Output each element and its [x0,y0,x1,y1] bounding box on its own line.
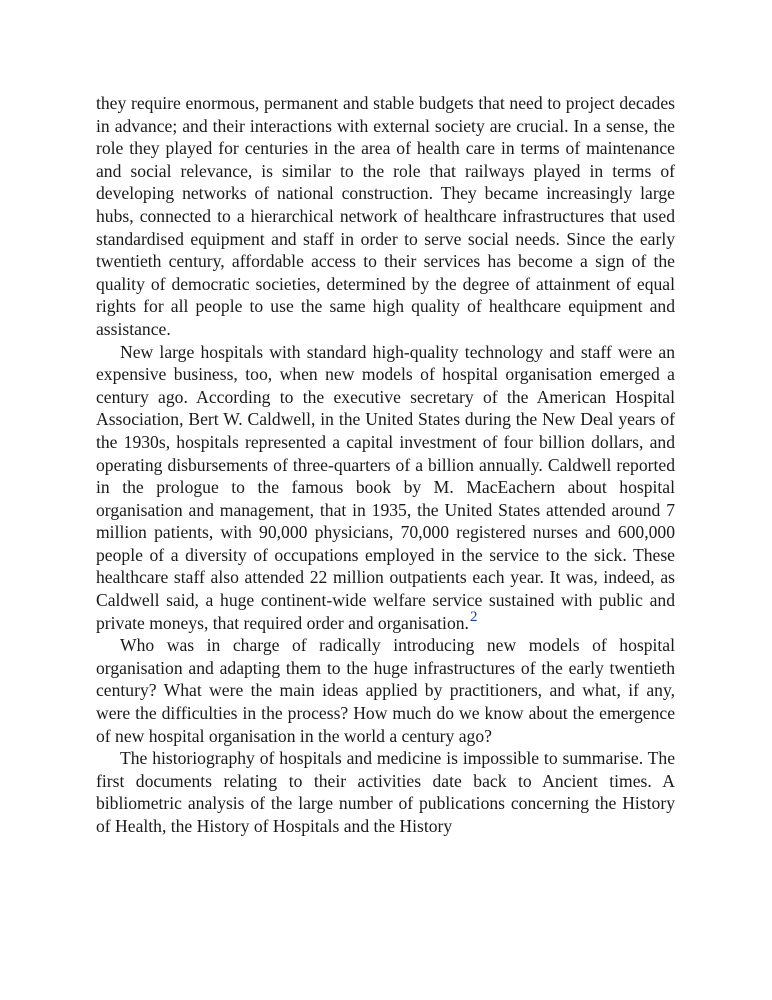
paragraph-2 [96,341,675,635]
paragraph-2-text: New large hospitals with standard high-quality technology and staff were an expensive business, too, when new models of hospital organisation emerged a century ago. According to the executive secretary of the American Hospital Association, Bert W. Caldwell, in the United States during the New Deal years of the 1930s, hospitals represented a capital investment of four billion dollars, and operating disbursements of three-quarters of a billion annually. Caldwell reported in the prologue to the famous book by M. MacEachern about hospital organisation and management, that in 1935, the United States attended around 7 million patients, with 90,000 physicians, 70,000 registered nurses and 600,000 people of a diversity of occupations employed in the service to the sick. These healthcare staff also attended 22 million outpatients each year. It was, indeed, as Caldwell said, a huge continent-wide welfare service sustained with public and private moneys, that required order and organisation. [96,341,675,633]
paragraph-3: Who was in charge of radically introducing new models of hospital organisation and adapting them to the huge infrastructures of the early twentieth century? What were the main ideas applied by practitioners, and what, if any, were the difficulties in the process? How much do we know about the emergence of new hospital organisation in the world a century ago? [96,635,675,746]
paragraph-4: The historiography of hospitals and medicine is impossible to summarise. The first documents relating to their activities date back to Ancient times. A bibliometric analysis of the large number of publications concerning the History of Health, the History of Hospitals and the History [96,748,675,836]
paragraph-1: they require enormous, permanent and stable budgets that need to project decades in advance; and their interactions with external society are crucial. In a sense, the role they played for centuries in the area of health care in terms of maintenance and social relevance, is similar to the role that railways played in terms of developing networks of national construction. They became increasingly large hubs, connected to a hierarchical network of healthcare infrastructures that used standardised equipment and staff in order to serve social needs. Since the early twentieth century, affordable access to their services has become a sign of the quality of democratic societies, determined by the degree of attainment of equal rights for all people to use the same high quality of healthcare equipment and assistance. [96,93,675,339]
document-page [96,92,675,838]
footnote-link[interactable]: 2 [469,608,478,625]
